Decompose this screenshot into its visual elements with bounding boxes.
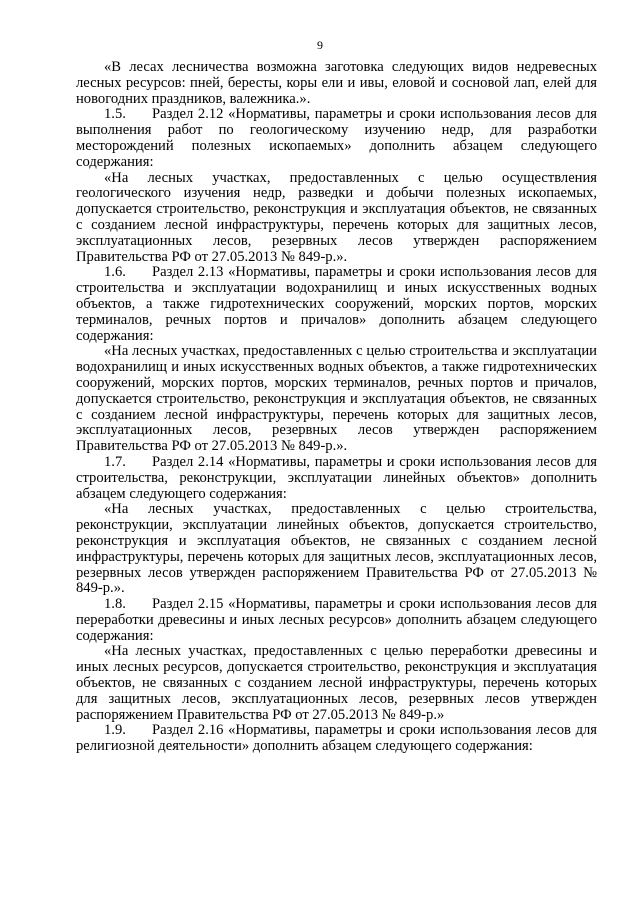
paragraph-item-1-9 xyxy=(76,723,597,755)
paragraph-text: Раздел 2.13 «Нормативы, параметры и сроки использования лесов для строительства и эксплуатации водохранилищ и иных искусственных водных объектов, а также гидротехнических сооружений, морских портов, морских терминалов, речных портов и причалов» дополнить абзацем следующего содержания: xyxy=(76,264,597,344)
paragraph-item-1-7 xyxy=(76,455,597,502)
paragraph-quote-1 xyxy=(76,60,597,107)
item-number: 1.6. xyxy=(104,264,126,281)
paragraph-item-1-5 xyxy=(76,107,597,170)
page-number: 9 xyxy=(317,38,323,52)
paragraph-text: «На лесных участках, предоставленных с целью строительства и эксплуатации водохранилищ и иных искусственных водных объектов, а также гидротехнических сооружений, морских портов, морских терминалов, речных портов и причалов, допускается строительство, реконструкция и эксплуатация объектов, не связанных с созданием лесной инфраструктуры, перечень которых для защитных лесов, эксплуатационных лесов, резервных лесов утвержден распоряжением Правительства РФ от 27.05.2013 № 849-р.». xyxy=(76,343,597,455)
paragraph-text: «В лесах лесничества возможна заготовка следующих видов недревесных лесных ресурсов: пней, бересты, коры ели и ивы, еловой и сосновой лап, елей для новогодних праздников, валежника.». xyxy=(76,59,597,107)
paragraph-quote-3 xyxy=(76,344,597,455)
paragraph-text: «На лесных участках, предоставленных с целью переработки древесины и иных лесных ресурсов, допускается строительство, реконструкция и эксплуатация объектов, не связанных с созданием лесной инфраструктуры, перечень которых для защитных лесов, эксплуатационных лесов, резервных лесов утвержден распоряжением Правительства РФ от 27.05.2013 № 849-р.» xyxy=(76,643,597,723)
item-number: 1.9. xyxy=(104,722,126,739)
paragraph-text: Раздел 2.12 «Нормативы, параметры и сроки использования лесов для выполнения работ по геологическому изучению недр, для разработки месторождений полезных ископаемых» дополнить абзацем следующего содержания: xyxy=(76,106,597,170)
paragraph-text: «На лесных участках, предоставленных с целью осуществления геологического изучения недр, разведки и добычи полезных ископаемых, допускается строительство, реконструкция и эксплуатация объектов, не связанных с созданием лесной инфраструктуры, перечень которых для защитных лесов, эксплуатационных лесов, резервных лесов утвержден распоряжением Правительства РФ от 27.05.2013 № 849-р.». xyxy=(76,169,597,265)
item-number: 1.5. xyxy=(104,106,126,123)
document-body xyxy=(76,60,597,755)
paragraph-quote-4 xyxy=(76,502,597,597)
paragraph-quote-2 xyxy=(76,171,597,266)
paragraph-quote-5 xyxy=(76,644,597,723)
item-number: 1.7. xyxy=(104,453,126,470)
paragraph-text: Раздел 2.15 «Нормативы, параметры и сроки использования лесов для переработки древесины и иных лесных ресурсов» дополнить абзацем следующего содержания: xyxy=(76,596,597,644)
item-number: 1.8. xyxy=(104,596,126,613)
paragraph-item-1-6 xyxy=(76,265,597,344)
paragraph-item-1-8 xyxy=(76,597,597,644)
paragraph-text: Раздел 2.16 «Нормативы, параметры и сроки использования лесов для религиозной деятельности» дополнить абзацем следующего содержания: xyxy=(76,722,597,755)
paragraph-text: Раздел 2.14 «Нормативы, параметры и сроки использования лесов для строительства, реконструкции, эксплуатации линейных объектов» дополнить абзацем следующего содержания: xyxy=(76,453,597,502)
paragraph-text: «На лесных участках, предоставленных с целью строительства, реконструкции, эксплуатации линейных объектов, допускается строительство, реконструкция и эксплуатация объектов, не связанных с созданием лесной инфраструктуры, перечень которых для защитных лесов, эксплуатационных лесов, резервных лесов утвержден распоряжением Правительства РФ от 27.05.2013 № 849-р.». xyxy=(76,501,597,597)
